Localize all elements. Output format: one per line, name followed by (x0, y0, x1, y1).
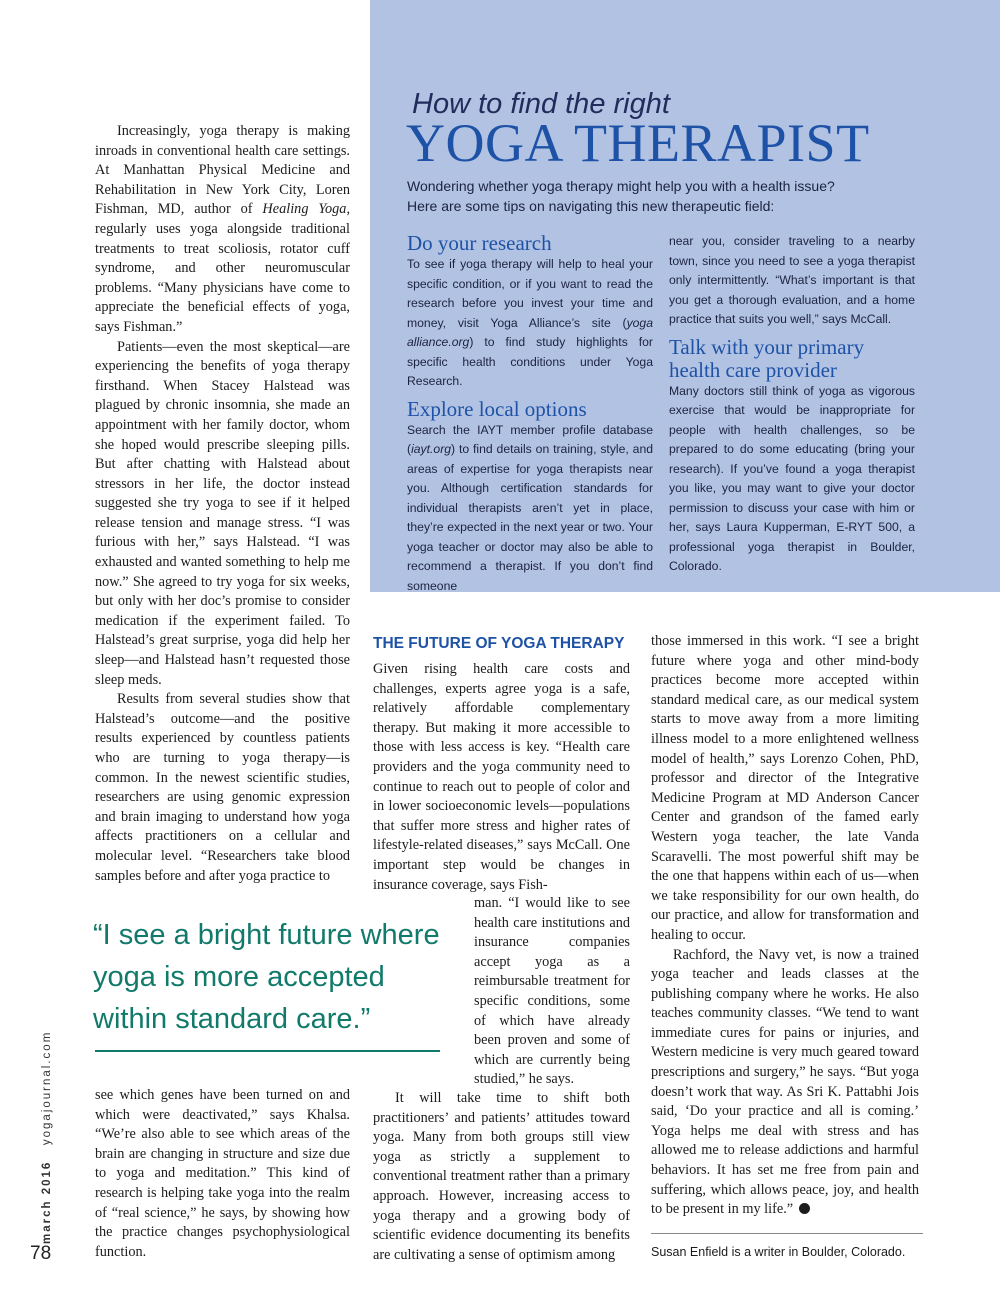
tip-heading-research: Do your research (407, 231, 552, 255)
tips-sidebar (370, 0, 1000, 592)
tip-text-provider: Many doctors still think of yoga as vigorous exercise that would be inappropriate for people with health challenges, so be prepared to do some educating (bring your research). If you’ve found a yoga therapist you like, you may want to give your doctor permission to discuss your case with him or her, says Laura Kupperman, E-RYT 500, a professional yoga therapist in Boulder, Colorado. (669, 383, 915, 573)
paragraph: Results from several studies show that Halstead’s outcome—and the positive results experienced by countless patients who are turning to yoga therapy—is common. In the newest scientific studies, researchers are using genomic expression and brain imaging to understand how yoga affects practitioners on a cellular and molecular level. “Researchers take blood samples before and after yoga practice to (95, 691, 350, 884)
body-column-2-top (373, 660, 630, 895)
paragraph: It will take time to shift both practitioners’ and patients’ attitudes toward yoga. Many from both groups still view yoga as strictly a supplement to conventional treatment rather than a primary approach. However, increasing access to yoga therapy and a growing body of scientific evidence documenting its benefits are cultivating a sense of optimism among (373, 1090, 630, 1263)
body-column-2-wrap (474, 894, 630, 1090)
sidebar-intro: Wondering whether yoga therapy might help you with a health issue? Here are some tips on navigating this new therapeutic field: (407, 178, 835, 214)
paragraph: Increasingly, yoga therapy is making inroads in conventional health care settings. At Manhattan Physical Medicine and Rehabilitation in New York City, Loren Fishman, MD, author of Healing Yoga, regularly uses yoga alongside traditional treatments to treat scoliosis, rotator cuff syndrome, and other neuromuscular problems. “Many physicians have come to appreciate the beneficial effects of yoga, says Fishman.” (95, 123, 351, 335)
tip-heading-local: Explore local options (407, 396, 587, 421)
body-column-2-bottom (373, 1089, 630, 1265)
tip-heading-provider: Talk with your primary health care provider (669, 334, 865, 382)
author-name: Susan Enfield (651, 1245, 729, 1259)
paragraph: see which genes have been turned on and which were deactivated,” says Khalsa. “We’re also able to see which areas of the brain are changing in structure and size due to yoga and meditation.” This kind of research is helping take yoga into the realm of “real science,” he says, by showing how the practice changes psychophysiological function. (95, 1087, 350, 1260)
section-heading-future: THE FUTURE OF YOGA THERAPY (373, 635, 625, 652)
page-number: 78 (30, 1243, 52, 1264)
book-title: Healing Yoga (262, 201, 347, 218)
tip-text-local-continued: near you, consider traveling to a nearby town, since you need to see a yoga therapist only intermittently. “What’s important is that you get a thorough evaluation, and a home practice that suits you well,” says McCall. (669, 234, 915, 326)
author-bio: Susan Enfield is a writer in Boulder, Colorado. (651, 1245, 906, 1259)
paragraph: man. “I would like to see health care institutions and insurance companies accept yoga as a reimbursable treatment for specific conditions, some of which have already been proven and some of which are currently being studied,” he says. (474, 895, 630, 1088)
pull-quote: “I see a bright future where yoga is more accepted within standard care.” (93, 919, 440, 1035)
pull-quote-rule (95, 1050, 440, 1052)
sidebar-title: YOGA THERAPIST (406, 113, 870, 173)
body-column-3 (651, 632, 919, 1220)
body-column-1-bottom (95, 1086, 350, 1262)
yoga-alliance-link: yoga alliance.org (407, 315, 653, 349)
sidebar-kicker: How to find the right (412, 88, 670, 120)
sidebar-column-right (669, 232, 915, 577)
paragraph: those immersed in this work. “I see a bright future where yoga and other mind-body practices become more accepted within standard medical care, as our medical system starts to move away from a more limiting illness model to a more enlightened wellness model of health,” says Lorenzo Cohen, PhD, professor and director of the Integrative Medicine Program at MD Anderson Cancer Center and grandson of the famed early Western yoga teacher, the late Vanda Scaravelli. The most powerful shift may be the one that happens within each of us—when we take responsibility for our own health, do our practice, and allow for transformation and healing to occur. (651, 633, 919, 943)
folio-vertical (41, 1031, 53, 1244)
sidebar-column-left (407, 232, 653, 596)
end-mark-icon (799, 1203, 810, 1214)
folio-site: yogajournal.com (41, 1030, 53, 1146)
paragraph: Patients—even the most skeptical—are experiencing the benefits of yoga therapy firsthand. When Stacey Halstead was plagued by chronic insomnia, she made an appointment with her family doctor, whom she hoped would prescribe sleeping pills. But after chatting with Halstead about stressors in her life, the doctor instead suggested she try yoga to see if it helped release tension and manage stress. “I was furious with her,” says Halstead. “I was exhausted and wanted something to help me now.” She agreed to try yoga for six weeks, but only with her doc’s promise to consider medication if the experiment failed. To Halstead’s great surprise, yoga did help her sleep—and Halstead hasn’t requested those sleep meds. (95, 338, 350, 688)
tip-text-local: Search the IAYT member profile database (iayt.org) to find details on training, style, and areas of expertise for yoga therapists near you. Although certification standards for individual therapists aren’t yet in place, they’re expected in the next year or two. Your yoga teacher or doctor may also be able to recommend a therapist. If you don’t find someone (407, 422, 653, 593)
body-column-1-top (95, 122, 350, 886)
paragraph: Given rising health care costs and challenges, experts agree yoga is a safe, relatively affordable complementary therapy. But making it more accessible to those with less access is key. “Health care providers and the yoga community need to continue to reach out to people of color and in lower socioeconomic levels—populations that suffer more stress and higher rates of lifestyle-related diseases,” says McCall. One important step would be changes in insurance coverage, says Fish- (373, 661, 630, 893)
paragraph: Rachford, the Navy vet, is now a trained yoga teacher and leads classes at the publishing company where he works. He also teaches community classes. “We tend to want immediate cures for pains or injuries, and Western medicine is very much geared toward prescriptions and surgery,” he says. “But yoga doesn’t work that way. As Sri K. Pattabhi Jois said, ‘Do your practice and all is coming.’ Yoga helps me deal with stress and has allowed me to release addictions and harmful behaviors. It has set me free from pain and suffering, which allows peace, joy, and health to be present in my life.” (651, 946, 919, 1218)
folio-date: march 2016 (41, 1160, 53, 1244)
iayt-link: iayt.org (411, 442, 452, 456)
bio-rule (651, 1233, 923, 1234)
tip-text-research: To see if yoga therapy will help to heal your specific condition, or if you want to read the research before you invest your time and money, visit Yoga Alliance’s site (yoga alliance.org) to find study highlights for specific health conditions under Yoga Research. (407, 257, 653, 388)
